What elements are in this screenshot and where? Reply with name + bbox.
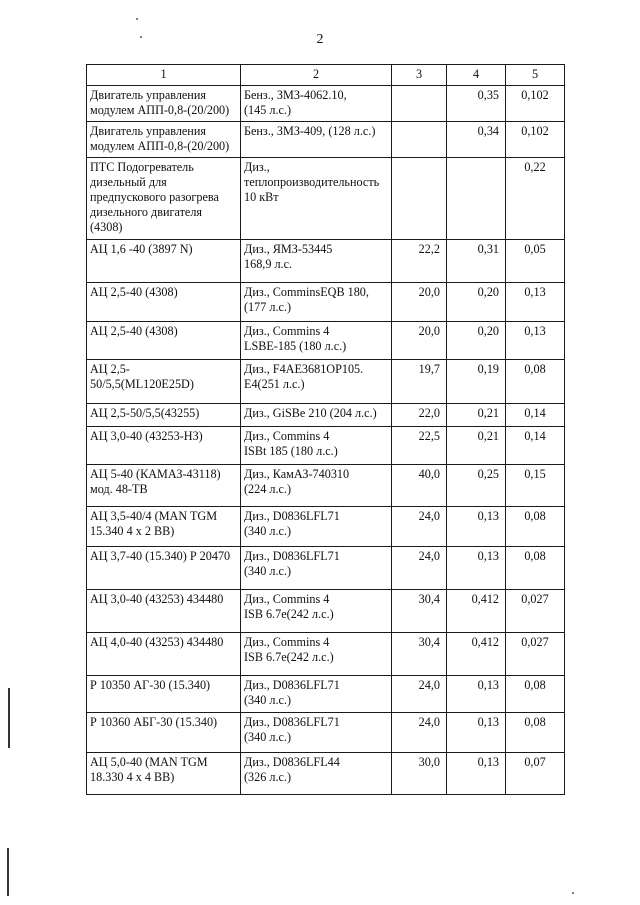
engine-cell: Диз., ЯМЗ-53445 168,9 л.с. bbox=[241, 240, 392, 283]
value-cell-col4: 0,31 bbox=[447, 240, 506, 283]
column-header-1: 1 bbox=[87, 65, 241, 86]
value-cell-col4: 0,13 bbox=[447, 507, 506, 547]
table-row bbox=[87, 240, 565, 283]
value-cell-col3: 24,0 bbox=[392, 676, 447, 713]
value-cell-col5: 0,14 bbox=[506, 427, 565, 465]
value-cell-col3: 30,4 bbox=[392, 590, 447, 633]
vehicle-cell: АЦ 4,0-40 (43253) 434480 bbox=[87, 633, 241, 676]
engine-fuel-table bbox=[86, 64, 565, 795]
engine-cell: Диз., D0836LFL71 (340 л.с.) bbox=[241, 676, 392, 713]
value-cell-col5: 0,13 bbox=[506, 322, 565, 360]
value-cell-col5: 0,07 bbox=[506, 753, 565, 795]
value-cell-col3 bbox=[392, 122, 447, 158]
table-row bbox=[87, 633, 565, 676]
value-cell-col5: 0,15 bbox=[506, 465, 565, 507]
column-header-4: 4 bbox=[447, 65, 506, 86]
vehicle-cell: АЦ 3,5-40/4 (MAN TGM 15.340 4 х 2 ВВ) bbox=[87, 507, 241, 547]
engine-cell: Бенз., ЗМЗ-409, (128 л.с.) bbox=[241, 122, 392, 158]
engine-cell: Бенз., ЗМЗ-4062.10, (145 л.с.) bbox=[241, 86, 392, 122]
table-row bbox=[87, 753, 565, 795]
vehicle-cell: АЦ 2,5-40 (4308) bbox=[87, 283, 241, 322]
value-cell-col4: 0,25 bbox=[447, 465, 506, 507]
column-header-5: 5 bbox=[506, 65, 565, 86]
value-cell-col3: 24,0 bbox=[392, 713, 447, 753]
engine-cell: Диз., D0836LFL71 (340 л.с.) bbox=[241, 713, 392, 753]
engine-cell: Диз., D0836LFL44 (326 л.с.) bbox=[241, 753, 392, 795]
table-row bbox=[87, 404, 565, 427]
vehicle-cell: АЦ 5-40 (КАМАЗ-43118) мод. 48-ТВ bbox=[87, 465, 241, 507]
value-cell-col5: 0,08 bbox=[506, 360, 565, 404]
value-cell-col3 bbox=[392, 86, 447, 122]
table-row bbox=[87, 122, 565, 158]
value-cell-col4: 0,21 bbox=[447, 427, 506, 465]
engine-cell: Диз., D0836LFL71 (340 л.с.) bbox=[241, 507, 392, 547]
value-cell-col4: 0,412 bbox=[447, 633, 506, 676]
value-cell-col5: 0,14 bbox=[506, 404, 565, 427]
scan-margin-mark bbox=[7, 848, 9, 896]
vehicle-cell: АЦ 3,7-40 (15.340) Р 20470 bbox=[87, 547, 241, 590]
value-cell-col4: 0,19 bbox=[447, 360, 506, 404]
scan-speck bbox=[572, 892, 574, 894]
value-cell-col5: 0,027 bbox=[506, 590, 565, 633]
column-header-3: 3 bbox=[392, 65, 447, 86]
value-cell-col3: 19,7 bbox=[392, 360, 447, 404]
vehicle-cell: АЦ 2,5-50/5,5(43255) bbox=[87, 404, 241, 427]
value-cell-col5: 0,08 bbox=[506, 547, 565, 590]
value-cell-col5: 0,027 bbox=[506, 633, 565, 676]
value-cell-col3: 22,0 bbox=[392, 404, 447, 427]
value-cell-col3: 30,0 bbox=[392, 753, 447, 795]
engine-cell: Диз., теплопроизводительность 10 кВт bbox=[241, 158, 392, 240]
value-cell-col4: 0,13 bbox=[447, 753, 506, 795]
table-row bbox=[87, 713, 565, 753]
value-cell-col4: 0,20 bbox=[447, 322, 506, 360]
vehicle-cell: Двигатель управления модулем АПП-0,8-(20/200) bbox=[87, 86, 241, 122]
table-row bbox=[87, 322, 565, 360]
value-cell-col3: 24,0 bbox=[392, 507, 447, 547]
value-cell-col3: 30,4 bbox=[392, 633, 447, 676]
table-row bbox=[87, 676, 565, 713]
scan-margin-mark bbox=[8, 688, 10, 748]
value-cell-col4: 0,13 bbox=[447, 676, 506, 713]
value-cell-col3: 24,0 bbox=[392, 547, 447, 590]
engine-cell: Диз., Commins 4 ISB 6.7е(242 л.с.) bbox=[241, 633, 392, 676]
table-row bbox=[87, 590, 565, 633]
table-row bbox=[87, 465, 565, 507]
value-cell-col5: 0,22 bbox=[506, 158, 565, 240]
engine-cell: Диз., Commins 4 LSBE-185 (180 л.с.) bbox=[241, 322, 392, 360]
value-cell-col4: 0,13 bbox=[447, 547, 506, 590]
value-cell-col5: 0,05 bbox=[506, 240, 565, 283]
engine-cell: Диз., F4AE3681OP105. E4(251 л.с.) bbox=[241, 360, 392, 404]
value-cell-col3: 40,0 bbox=[392, 465, 447, 507]
vehicle-cell: АЦ 3,0-40 (43253-НЗ) bbox=[87, 427, 241, 465]
scan-speck bbox=[140, 36, 142, 38]
engine-cell: Диз., D0836LFL71 (340 л.с.) bbox=[241, 547, 392, 590]
engine-cell: Диз., КамАЗ-740310 (224 л.с.) bbox=[241, 465, 392, 507]
value-cell-col5: 0,102 bbox=[506, 122, 565, 158]
vehicle-cell: АЦ 5,0-40 (MAN TGM 18.330 4 х 4 ВВ) bbox=[87, 753, 241, 795]
vehicle-cell: АЦ 2,5-40 (4308) bbox=[87, 322, 241, 360]
value-cell-col3: 20,0 bbox=[392, 322, 447, 360]
value-cell-col3: 22,2 bbox=[392, 240, 447, 283]
vehicle-cell: Двигатель управления модулем АПП-0,8-(20/200) bbox=[87, 122, 241, 158]
value-cell-col4: 0,21 bbox=[447, 404, 506, 427]
vehicle-cell: АЦ 2,5- 50/5,5(ML120E25D) bbox=[87, 360, 241, 404]
column-header-2: 2 bbox=[241, 65, 392, 86]
vehicle-cell: АЦ 3,0-40 (43253) 434480 bbox=[87, 590, 241, 633]
engine-cell: Диз., ComminsEQB 180, (177 л.с.) bbox=[241, 283, 392, 322]
vehicle-cell: АЦ 1,6 -40 (3897 N) bbox=[87, 240, 241, 283]
page-number: 2 bbox=[316, 32, 324, 47]
value-cell-col4: 0,35 bbox=[447, 86, 506, 122]
value-cell-col5: 0,102 bbox=[506, 86, 565, 122]
table-row bbox=[87, 547, 565, 590]
engine-cell: Диз., Commins 4 ISB 6.7е(242 л.с.) bbox=[241, 590, 392, 633]
table-row bbox=[87, 158, 565, 240]
value-cell-col4: 0,13 bbox=[447, 713, 506, 753]
table-row bbox=[87, 427, 565, 465]
value-cell-col4: 0,412 bbox=[447, 590, 506, 633]
table-row bbox=[87, 507, 565, 547]
table-row bbox=[87, 360, 565, 404]
table-row bbox=[87, 86, 565, 122]
engine-cell: Диз., Commins 4 ISBt 185 (180 л.с.) bbox=[241, 427, 392, 465]
value-cell-col3: 22,5 bbox=[392, 427, 447, 465]
value-cell-col4: 0,20 bbox=[447, 283, 506, 322]
value-cell-col4 bbox=[447, 158, 506, 240]
value-cell-col4: 0,34 bbox=[447, 122, 506, 158]
vehicle-cell: Р 10350 АГ-30 (15.340) bbox=[87, 676, 241, 713]
value-cell-col3: 20,0 bbox=[392, 283, 447, 322]
vehicle-cell: Р 10360 АБГ-30 (15.340) bbox=[87, 713, 241, 753]
value-cell-col3 bbox=[392, 158, 447, 240]
value-cell-col5: 0,08 bbox=[506, 507, 565, 547]
scan-speck bbox=[136, 18, 138, 20]
engine-cell: Диз., GiSBe 210 (204 л.с.) bbox=[241, 404, 392, 427]
vehicle-cell: ПТС Подогреватель дизельный для предпускового разогрева дизельного двигателя (4308) bbox=[87, 158, 241, 240]
value-cell-col5: 0,08 bbox=[506, 713, 565, 753]
table-row bbox=[87, 283, 565, 322]
table-header-row bbox=[87, 65, 565, 86]
value-cell-col5: 0,13 bbox=[506, 283, 565, 322]
value-cell-col5: 0,08 bbox=[506, 676, 565, 713]
